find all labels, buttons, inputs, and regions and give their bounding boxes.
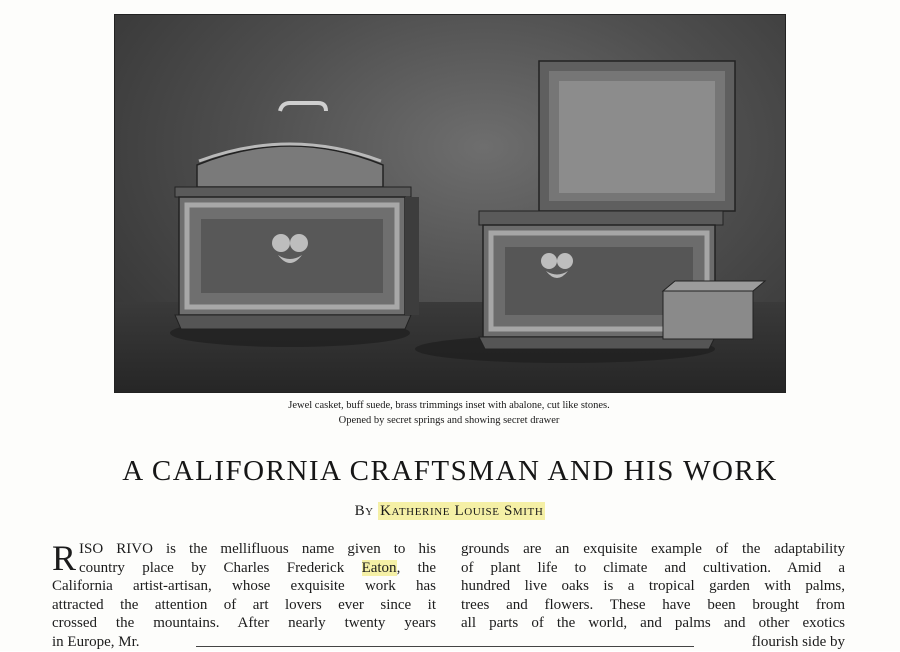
left-line-1: ISO RIVO is the mellifluous name given to his xyxy=(79,541,436,557)
drop-cap: R xyxy=(52,538,77,578)
byline-prefix: By xyxy=(354,503,374,519)
left-line-2-tail: , the xyxy=(396,559,436,576)
left-line-5: crossed the mountains. After nearly twenty years xyxy=(52,615,436,632)
right-line-2: of plant life to climate and cultivation. Amid a xyxy=(461,559,845,576)
right-line-5: all parts of the world, and palms and other exotics xyxy=(461,615,845,632)
byline-author: Katherine Louise Smith xyxy=(380,503,544,519)
right-text-column xyxy=(461,540,845,652)
closed-casket xyxy=(170,103,419,347)
casket-illustration xyxy=(115,15,785,392)
left-line-6: in Europe, Mr. xyxy=(52,633,140,650)
left-line-2 xyxy=(52,559,436,578)
left-line-3: California artist-artisan, whose exquisite work has xyxy=(52,578,436,595)
left-line-4: attracted the attention of art lovers ever since it xyxy=(52,596,436,613)
open-casket xyxy=(415,61,765,363)
left-line-2-text: country place by Charles Frederick xyxy=(79,559,362,576)
photo-caption-line-1: Jewel casket, buff suede, brass trimmings inset with abalone, cut like stones. xyxy=(288,400,610,411)
inset-box-top-rule xyxy=(196,646,694,647)
right-line-6: flourish side by xyxy=(751,633,845,650)
left-text-column xyxy=(52,540,436,652)
right-line-1: grounds are an exquisite example of the adaptability xyxy=(461,541,845,557)
right-line-4: trees and flowers. These have been brought from xyxy=(461,596,845,613)
article-byline xyxy=(0,503,900,520)
photo-caption-line-2: Opened by secret springs and showing secret drawer xyxy=(338,415,560,426)
jewel-casket-photograph xyxy=(114,14,786,393)
highlighted-name: Eaton xyxy=(361,559,397,576)
article-title: A CALIFORNIA CRAFTSMAN AND HIS WORK xyxy=(122,455,778,487)
right-line-3: hundred live oaks is a tropical garden with palms, xyxy=(461,578,845,595)
